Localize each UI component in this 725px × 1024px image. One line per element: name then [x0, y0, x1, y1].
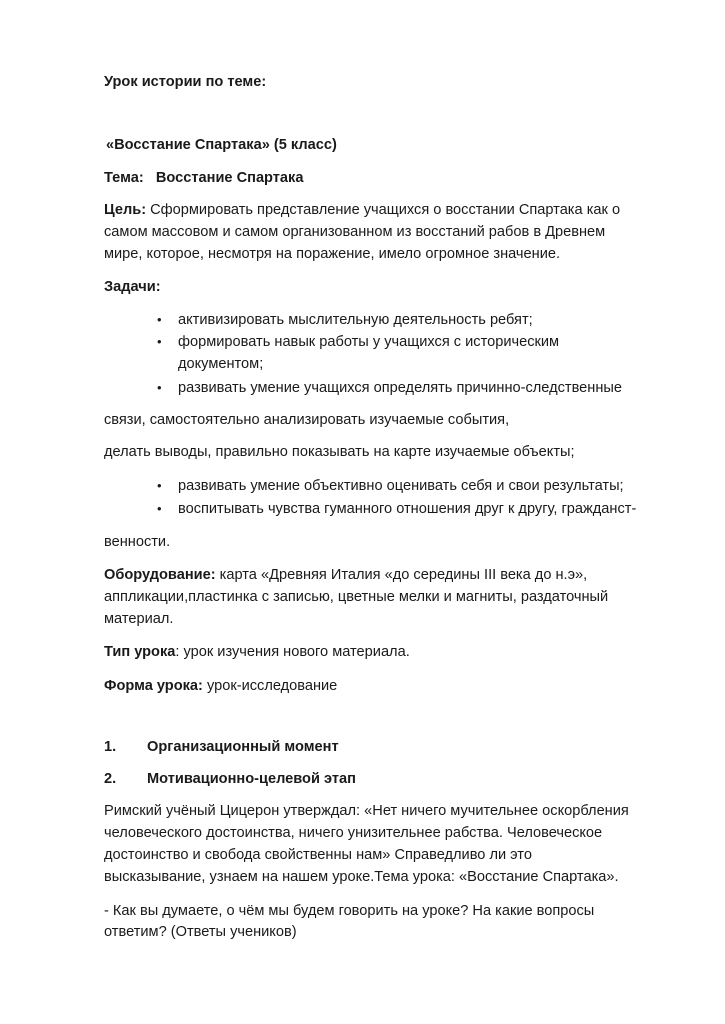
lesson-type-value: : урок изучения нового материала. — [175, 644, 410, 660]
goal-line: самом массовом и самом организованном из восстаний рабов в Древнем — [104, 224, 606, 240]
topic-value: Восстание Спартака — [155, 170, 304, 186]
bullet-icon: • — [157, 334, 162, 349]
quote-line: достоинство и свобода свойственны нам» Справедливо ли это — [104, 847, 532, 863]
equipment-label: Оборудование: — [104, 567, 216, 583]
task-item: формировать навык работы у учащихся с историческим — [178, 334, 560, 350]
equipment-line: аппликации,пластинка с записью, цветные мелки и магниты, раздаточный — [104, 589, 609, 605]
lesson-intro: Урок истории по теме: — [104, 74, 267, 90]
quote-line: человеческого достоинства, ничего унизительнее рабства. Человеческое — [104, 825, 603, 841]
task-tail: венности. — [104, 534, 171, 550]
bullet-icon: • — [157, 501, 162, 516]
stage-number: 1. — [104, 739, 117, 755]
quote-line: высказывание, узнаем на нашем уроке.Тема урока: «Восстание Спартака». — [104, 869, 619, 885]
bullet-icon: • — [157, 380, 162, 395]
task-item: активизировать мыслительную деятельность ребят; — [178, 312, 533, 328]
task-item: развивать умение учащихся определять причинно-следственные — [178, 380, 623, 396]
lesson-title: «Восстание Спартака» (5 класс) — [106, 137, 337, 153]
stage-title: Мотивационно-целевой этап — [147, 771, 356, 787]
task-continuation: делать выводы, правильно показывать на карте изучаемые объекты; — [104, 444, 575, 460]
equipment-text: карта «Древняя Италия «до середины III века до н.э», — [215, 567, 588, 583]
bullet-icon: • — [157, 312, 162, 327]
lesson-type-line — [104, 642, 410, 662]
goal-text: Сформировать представление учащихся о восстании Спартака как о — [146, 202, 621, 218]
lesson-type-label: Тип урока — [104, 644, 176, 660]
goal-line — [104, 200, 620, 220]
question-line: - Как вы думаете, о чём мы будем говорить на уроке? На какие вопросы — [104, 903, 595, 919]
task-item: развивать умение объективно оценивать себя и свои результаты; — [178, 478, 624, 494]
quote-line: Римский учёный Цицерон утверждал: «Нет ничего мучительнее оскорбления — [104, 803, 629, 819]
stage-title: Организационный момент — [147, 739, 339, 755]
goal-line: мире, которое, несмотря на поражение, имело огромное значение. — [104, 246, 561, 262]
tasks-label: Задачи: — [104, 279, 161, 295]
task-item-continued: документом; — [178, 356, 264, 372]
equipment-line: материал. — [104, 611, 174, 627]
lesson-form-label: Форма урока: — [104, 678, 203, 694]
topic-line — [104, 168, 303, 188]
topic-label: Тема: — [104, 170, 144, 186]
lesson-form-line — [104, 676, 337, 696]
task-item: воспитывать чувства гуманного отношения друг к другу, гражданст- — [178, 501, 637, 517]
task-continuation: связи, самостоятельно анализировать изучаемые события, — [104, 412, 510, 428]
stage-number: 2. — [104, 771, 117, 787]
bullet-icon: • — [157, 478, 162, 493]
lesson-form-value: урок-исследование — [202, 678, 338, 694]
equipment-line — [104, 565, 587, 585]
question-line: ответим? (Ответы учеников) — [104, 924, 297, 940]
goal-label: Цель: — [104, 202, 147, 218]
